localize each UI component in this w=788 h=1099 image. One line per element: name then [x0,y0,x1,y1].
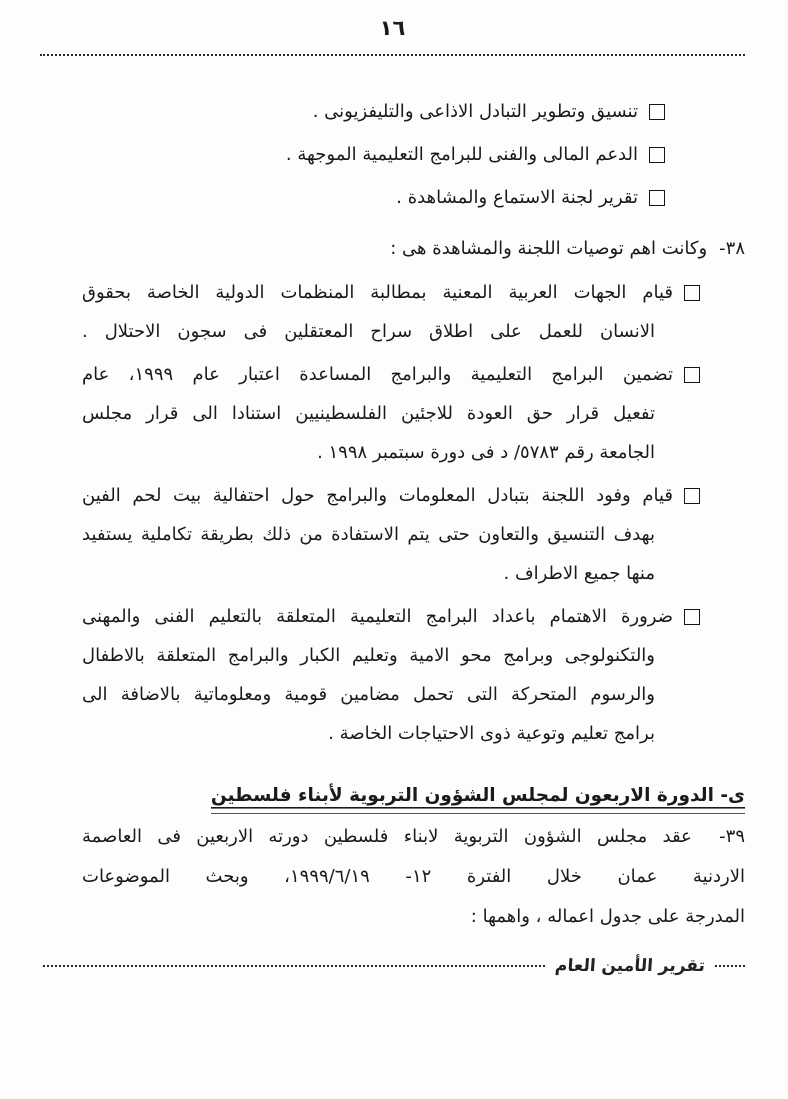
text-line: والتكنولوجى وبرامج محو الامية وتعليم الكبار والبرامج المتعلقة بالاطفال [82,645,655,666]
text-line: والرسوم المتحركة التى تحمل مضامين قومية ومعلوماتية بالاضافة الى [82,684,655,705]
list-item [40,176,665,219]
text-line: منها جميع الاطراف . [503,563,655,584]
recommendation-text [82,273,673,351]
text-line: قيام وفود اللجنة بتبادل المعلومات والبرامج حول احتفالية بيت لحم الفين [82,485,673,506]
text-line: ضرورة الاهتمام باعداد البرامج التعليمية المتعلقة بالتعليم الفنى والمهنى [82,606,673,627]
checkbox-icon [649,147,665,163]
checkbox-icon [684,609,700,625]
recommendation-item [82,273,700,351]
paragraph-39-line1: عقد مجلس الشؤون التربوية لابناء فلسطين دورته الاربعين فى العاصمة [82,826,692,847]
list-item-text: تقرير لجنة الاستماع والمشاهدة . [396,187,638,208]
section-heading-text: ى- الدورة الاربعون لمجلس الشؤون التربوية لأبناء فلسطين [211,785,745,814]
text-line: تضمين البرامج التعليمية والبرامج المساعدة اعتبار عام ١٩٩٩، عام [82,364,673,385]
checkbox-icon [684,367,700,383]
paragraph-39 [82,817,745,937]
recommendation-item [82,476,700,593]
list-item-text: الدعم المالى والفنى للبرامج التعليمية الموجهة . [285,144,638,165]
recommendation-text [82,476,673,593]
paragraph-38 [40,229,745,269]
checkbox-icon [684,285,700,301]
text-line: بهدف التنسيق والتعاون حتى يتم الاستفادة من ذلك بطريقة تكاملية يستفيد [82,524,655,545]
checkbox-icon [684,488,700,504]
recommendations-list [82,273,700,753]
list-item [40,90,665,133]
paragraph-39-number: ٣٩- [719,826,745,847]
text-line [82,817,745,857]
footer-rule [43,965,545,967]
recommendation-item [82,597,700,753]
header-divider-rule [40,54,745,56]
paragraph-38-number: ٣٨- [719,238,745,259]
text-line: برامج تعليم وتوعية ذوى الاحتياجات الخاصة . [328,723,655,744]
text-line: الجامعة رقم ٥٧٨٣/ د فى دورة سبتمبر ١٩٩٨ . [317,442,655,463]
text-line: الانسان للعمل على اطلاق سراح المعتقلين فى سجون الاحتلال . [82,321,655,342]
recommendation-text [82,597,673,753]
footer-signature-text: تقرير الأمين العام [554,956,706,976]
list-item-text: تنسيق وتطوير التبادل الاذاعى والتليفزيونى . [312,101,638,122]
committee-topics-list [40,90,665,219]
paragraph-38-text: وكانت اهم توصيات اللجنة والمشاهدة هى : [390,238,708,259]
page-header [40,12,745,56]
page-number: ١٦ [379,16,406,40]
text-line: قيام الجهات العربية المعنية بمطالبة المنظمات الدولية الخاصة بحقوق [82,282,673,303]
text-line: الاردنية عمان خلال الفترة ١٢- ١٩٩٩/٦/١٩، وبحث الموضوعات [82,866,746,887]
page-footer [43,956,745,976]
list-item [40,133,665,176]
footer-dash-right [715,965,745,967]
recommendation-text [82,355,673,472]
checkbox-icon [649,104,665,120]
text-line: تفعيل قرار حق العودة للاجئين الفلسطينيين استنادا الى قرار مجلس [82,403,655,424]
text-line: المدرجة على جدول اعماله ، واهمها : [470,906,745,927]
recommendation-item [82,355,700,472]
checkbox-icon [649,190,665,206]
section-heading [40,775,745,817]
